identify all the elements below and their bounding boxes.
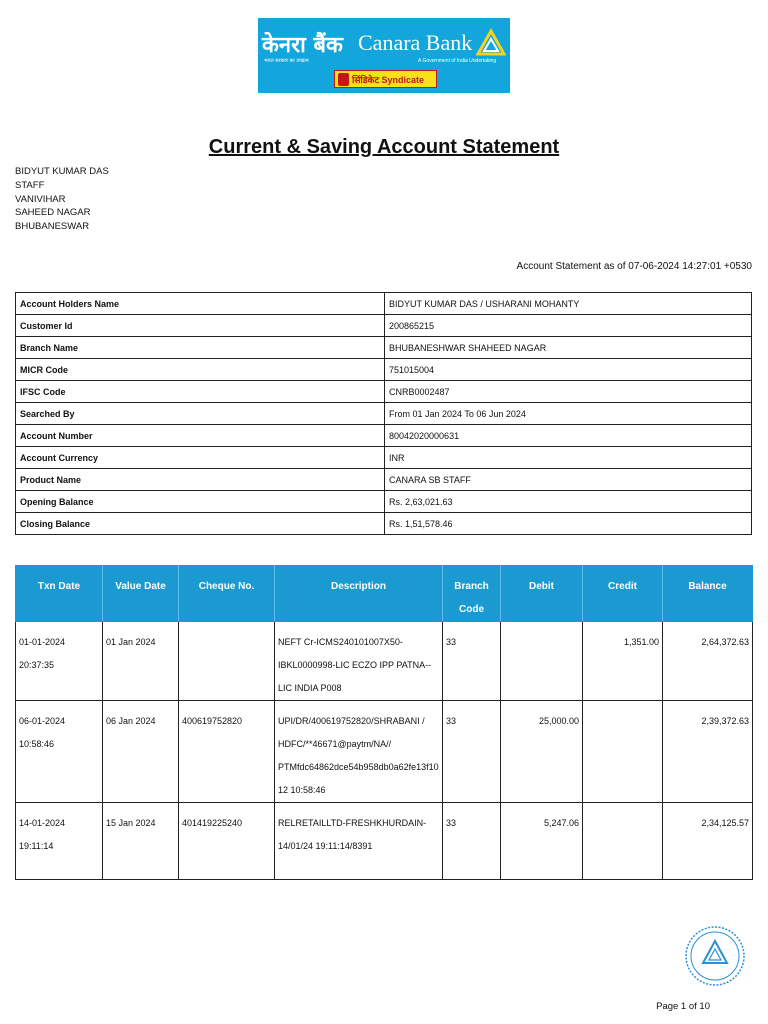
address-line: STAFF <box>15 179 45 191</box>
transactions-header <box>16 566 753 622</box>
debit: 5,247.06 <box>501 803 583 880</box>
canara-bank-logo <box>258 18 510 93</box>
info-value: INR <box>385 447 752 469</box>
credit <box>583 803 663 880</box>
info-label: Account Currency <box>16 447 385 469</box>
col-header-description: Description <box>275 566 443 622</box>
value-date: 15 Jan 2024 <box>103 803 179 880</box>
syndicate-badge <box>334 70 437 88</box>
info-label: IFSC Code <box>16 381 385 403</box>
canara-triangle-icon <box>476 28 506 58</box>
branch-code: 33 <box>443 803 501 880</box>
branch-code: 33 <box>443 701 501 803</box>
col-header-branch-code: Branch Code <box>443 566 501 622</box>
description: NEFT Cr-ICMS240101007X50-IBKL0000998-LIC ECZO IPP PATNA--LIC INDIA P008 <box>275 622 443 701</box>
info-row <box>16 447 752 469</box>
info-label: Account Number <box>16 425 385 447</box>
info-label: MICR Code <box>16 359 385 381</box>
info-value: From 01 Jan 2024 To 06 Jun 2024 <box>385 403 752 425</box>
info-row <box>16 403 752 425</box>
logo-tagline-english: A Government of India Undertaking <box>418 58 497 64</box>
cheque-no <box>179 622 275 701</box>
branch-code: 33 <box>443 622 501 701</box>
col-header-debit: Debit <box>501 566 583 622</box>
col-header-txn-date: Txn Date <box>16 566 103 622</box>
description: RELRETAILLTD-FRESHKHURDAIN-14/01/24 19:11:14/8391 <box>275 803 443 880</box>
value-date: 01 Jan 2024 <box>103 622 179 701</box>
address-line: VANIVIHAR <box>15 193 66 205</box>
info-label: Customer Id <box>16 315 385 337</box>
info-value: Rs. 2,63,021.63 <box>385 491 752 513</box>
info-label: Branch Name <box>16 337 385 359</box>
col-header-balance: Balance <box>663 566 753 622</box>
info-label: Account Holders Name <box>16 293 385 315</box>
info-label: Product Name <box>16 469 385 491</box>
debit: 25,000.00 <box>501 701 583 803</box>
info-label: Closing Balance <box>16 513 385 535</box>
col-header-value-date: Value Date <box>103 566 179 622</box>
info-row <box>16 293 752 315</box>
info-value: CNRB0002487 <box>385 381 752 403</box>
address-line: BIDYUT KUMAR DAS <box>15 166 109 177</box>
page-number: Page 1 of 10 <box>656 1001 710 1012</box>
balance: 2,39,372.63 <box>663 701 753 803</box>
syndicate-icon <box>338 73 349 86</box>
info-value: 751015004 <box>385 359 752 381</box>
info-row <box>16 381 752 403</box>
info-row <box>16 337 752 359</box>
txn-date: 06-01-2024 10:58:46 <box>16 701 103 803</box>
account-info-table <box>15 292 752 535</box>
address-line: BHUBANESWAR <box>15 221 90 233</box>
transaction-row <box>16 803 753 880</box>
txn-date: 01-01-2024 20:37:35 <box>16 622 103 701</box>
info-label: Searched By <box>16 403 385 425</box>
info-value: 80042020000631 <box>385 425 752 447</box>
info-row <box>16 425 752 447</box>
balance: 2,64,372.63 <box>663 622 753 701</box>
info-label: Opening Balance <box>16 491 385 513</box>
logo-english-text: Canara Bank <box>358 30 473 55</box>
syndicate-label: सिंडिकेट Syndicate <box>352 74 425 85</box>
logo-hindi-text: केनरा बैंक <box>262 33 343 58</box>
info-row <box>16 359 752 381</box>
transaction-row <box>16 701 753 803</box>
info-value: 200865215 <box>385 315 752 337</box>
customer-address <box>15 165 109 234</box>
credit: 1,351.00 <box>583 622 663 701</box>
info-row <box>16 315 752 337</box>
txn-date: 14-01-2024 19:11:14 <box>16 803 103 880</box>
description: UPI/DR/400619752820/SHRABANI / HDFC/**46671@paytm/NA// PTMfdc64862dce54b958db0a62fe13f1012 10:58:46 <box>275 701 443 803</box>
bank-seal-icon <box>684 925 746 987</box>
cheque-no: 401419225240 <box>179 803 275 880</box>
page-title: Current & Saving Account Statement <box>208 136 560 158</box>
logo-tagline-hindi: भारत सरकार का उपक्रम <box>264 58 309 64</box>
info-value: BHUBANESHWAR SHAHEED NAGAR <box>385 337 752 359</box>
address-line: SAHEED NAGAR <box>15 207 91 219</box>
transaction-row <box>16 622 753 701</box>
info-row <box>16 513 752 535</box>
debit <box>501 622 583 701</box>
info-value: Rs. 1,51,578.46 <box>385 513 752 535</box>
transactions-table <box>15 565 753 880</box>
cheque-no: 400619752820 <box>179 701 275 803</box>
info-value: BIDYUT KUMAR DAS / USHARANI MOHANTY <box>385 293 752 315</box>
credit <box>583 701 663 803</box>
info-row <box>16 469 752 491</box>
statement-timestamp: Account Statement as of 07-06-2024 14:27:01 +0530 <box>516 261 752 272</box>
value-date: 06 Jan 2024 <box>103 701 179 803</box>
col-header-cheque-no: Cheque No. <box>179 566 275 622</box>
balance: 2,34,125.57 <box>663 803 753 880</box>
col-header-credit: Credit <box>583 566 663 622</box>
info-value: CANARA SB STAFF <box>385 469 752 491</box>
info-row <box>16 491 752 513</box>
